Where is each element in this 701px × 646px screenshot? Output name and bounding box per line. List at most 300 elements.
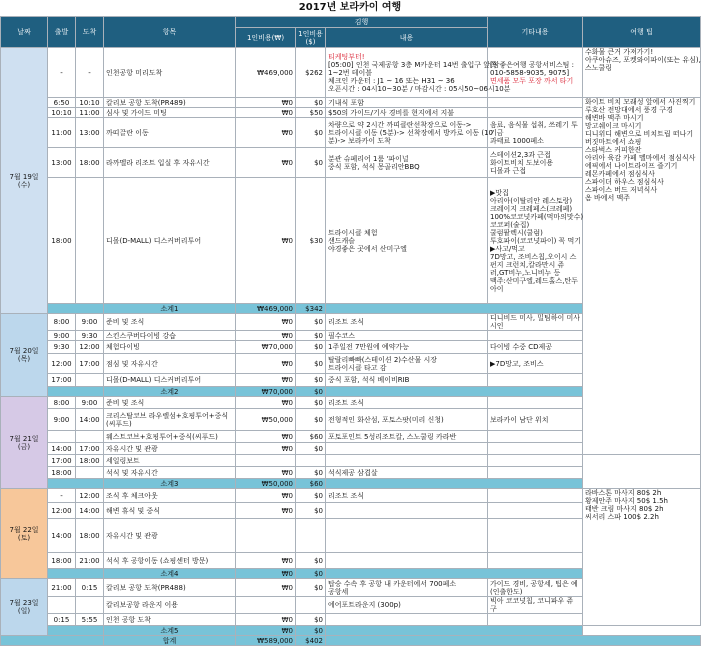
text-line: 씨서리 스파 100$ 2.2h	[585, 513, 659, 521]
cost-usd: $0	[296, 443, 326, 455]
text-line: 디니위디 해변으로 비치트립 떠나기	[585, 130, 694, 138]
subtotal-fill	[326, 626, 583, 636]
depart-time: -	[48, 489, 76, 503]
schedule-item: 해변 휴식 및 중식	[104, 503, 236, 519]
header-cost-krw: 1인비용(₩)	[236, 28, 296, 48]
cost-usd	[296, 597, 326, 614]
cost-usd: $0	[296, 467, 326, 479]
schedule-item: 자유시간 및 관광	[104, 519, 236, 553]
arrive-time: 14:00	[76, 409, 104, 431]
cost-krw: ₩0	[236, 431, 296, 443]
table-row	[1, 467, 701, 479]
other-cell	[488, 409, 583, 431]
other-cell	[488, 178, 583, 304]
cost-krw: ₩0	[236, 553, 296, 569]
arrive-time: 18:00	[76, 148, 104, 178]
text-line: 분)-> 보라카이 도착	[328, 136, 391, 145]
cost-usd: $0	[296, 118, 326, 148]
text-line: 디몰과 근접	[490, 166, 527, 175]
other-cell	[488, 597, 583, 614]
table-row	[1, 48, 701, 98]
subtotal-label: 소계2	[104, 387, 236, 397]
text-line: 1~2번 테이블	[328, 68, 373, 77]
day-label-2: 7월 20일 (목)	[1, 314, 48, 397]
text-line: 디니비드 미사, 밀팀하이 미사	[490, 314, 581, 322]
text-line: 가이드 경비, 공항세, 팁은 예	[490, 579, 578, 588]
cost-usd: $0	[296, 354, 326, 374]
text-line: 수화물 큰거 가져가기!	[585, 48, 654, 56]
text-line: 레몬카페에서 점심식사	[585, 170, 655, 178]
schedule-item: 라까멜라 리조트 입실 후 자유시간	[104, 148, 236, 178]
cost-usd	[296, 519, 326, 553]
text-line: 에픽에서 나이트라이프 즐기기	[585, 162, 678, 170]
subtotal-krw: ₩469,000	[236, 304, 296, 314]
tip-t4	[583, 489, 701, 626]
schedule-item: 디몰(D-MALL) 디스커버리투어	[104, 178, 236, 304]
cost-krw: ₩469,000	[236, 48, 296, 98]
subtotal-krw: ₩70,000	[236, 387, 296, 397]
text-line: 010-5858-9035, 9075]	[490, 68, 570, 77]
cost-usd: $0	[296, 614, 326, 626]
header-tip: 여행 팁	[583, 17, 701, 48]
text-line: $50의 가이드/기사 경비를 현지에서 지불	[328, 108, 455, 117]
subtotal-label: 소계3	[104, 479, 236, 489]
content-cell	[326, 48, 511, 98]
text-line: 빅아 코코넛칩, 코니파우 쥬	[490, 597, 574, 605]
schedule-item: 크리스탈코브 라우렐섬+호핑투어+중식(씨푸드)	[104, 409, 236, 431]
text-line: 스타벅스 커피한잔	[585, 146, 642, 154]
tip-t2	[583, 98, 701, 455]
arrive-time	[76, 431, 104, 443]
cost-usd: $60	[296, 431, 326, 443]
text-line: 차량으로 약 2시간 까띠클란선착장으로 이동->	[328, 120, 472, 129]
subtotal-krw: ₩0	[236, 569, 296, 579]
text-line: 리조트 조식	[328, 491, 365, 500]
content-cell	[326, 431, 488, 443]
text-line: 버짓마트에서 쇼핑	[585, 138, 642, 146]
cost-krw: ₩0	[236, 503, 296, 519]
content-cell	[326, 98, 488, 108]
other-cell	[488, 614, 583, 626]
cost-krw	[236, 455, 296, 467]
text-line: 크레이지 크레페스(크레페)	[490, 204, 573, 213]
text-line: 아쿠아슈즈, 포켓와이파이(또는 유심),	[585, 56, 701, 64]
other-cell	[488, 489, 583, 503]
text-line: 태반 크림 마사지 80$ 2h	[585, 505, 664, 513]
content-cell	[326, 178, 488, 304]
cost-krw: ₩0	[236, 178, 296, 304]
text-line: 쿨럼팥렉시(쿨럼)	[490, 228, 543, 237]
depart-time: 8:00	[48, 397, 76, 409]
text-line: 과태료 1000페소	[490, 136, 544, 145]
text-line: 황제안주 마사지 50$ 1.5h	[585, 497, 668, 505]
text-line: 기내식 포함	[328, 98, 365, 107]
other-cell	[488, 148, 583, 178]
subtotal-row	[1, 479, 701, 489]
schedule-item: 웨스트코브+호핑투어+중식(씨푸드)	[104, 431, 236, 443]
header-date: 날짜	[1, 17, 48, 48]
cost-usd: $0	[296, 553, 326, 569]
cost-usd: $0	[296, 579, 326, 597]
text-line: 스테이션2,3과 근접	[490, 150, 551, 159]
text-line: 음료, 음식물 섭취, 쓰레기 투	[490, 120, 578, 129]
cost-usd: $0	[296, 397, 326, 409]
text-line: 야경좋은 곳에서 산미구엘	[328, 244, 407, 253]
cost-usd: $0	[296, 314, 326, 331]
cost-krw	[236, 597, 296, 614]
schedule-item: 칼리보공항 라운지 이용	[104, 597, 236, 614]
subtotal-label: 소계5	[104, 626, 236, 636]
content-cell	[326, 503, 488, 519]
table-row	[1, 489, 701, 503]
text-line: 보라카이 남단 위치	[490, 415, 549, 424]
depart-time: 10:10	[48, 108, 76, 118]
cost-krw: ₩0	[236, 314, 296, 331]
text-line: 1주일전 7만원에 예약가능	[328, 343, 409, 351]
depart-time: 0:15	[48, 614, 76, 626]
text-line: 7D망고, 조비스칩,오이시 스	[490, 252, 577, 261]
cost-usd: $0	[296, 489, 326, 503]
arrive-time	[76, 467, 104, 479]
text-line: 러,GT비누,노니비누 등	[490, 268, 561, 277]
text-line: 스파이스 버드 저녁식사	[585, 186, 658, 194]
text-line: ▶7D망고, 조비스	[490, 359, 544, 368]
content-cell	[326, 331, 488, 341]
header-kim: 김행	[236, 17, 488, 28]
subtotal-usd: $342	[296, 304, 326, 314]
cost-usd: $50	[296, 108, 326, 118]
subtotal-usd: $0	[296, 569, 326, 579]
depart-time	[48, 431, 76, 443]
depart-time: 9:00	[48, 331, 76, 341]
text-line: 트라이시클 타고 감	[328, 363, 387, 372]
cost-usd: $30	[296, 178, 326, 304]
cost-krw: ₩0	[236, 443, 296, 455]
other-cell	[488, 519, 583, 553]
depart-time: 13:00	[48, 148, 76, 178]
itinerary-table	[0, 16, 701, 646]
cost-krw: ₩0	[236, 331, 296, 341]
cost-krw: ₩0	[236, 614, 296, 626]
day-label-1: 7월 19일 (수)	[1, 48, 48, 314]
schedule-item: 석식 및 자유시간	[104, 467, 236, 479]
depart-time: 12:00	[48, 503, 76, 519]
cost-usd: $0	[296, 148, 326, 178]
text-line: 루호산 전망대에서 풍경 구경	[585, 106, 673, 114]
cost-usd: $0	[296, 503, 326, 519]
header-content: 내용	[326, 28, 488, 48]
text-line: 스노쿨링	[585, 64, 613, 72]
text-line: 면세품 모두 포장 까서 타기	[490, 76, 574, 85]
arrive-time: 17:00	[76, 354, 104, 374]
subtotal-spacer	[48, 479, 104, 489]
arrive-time	[76, 597, 104, 614]
subtotal-spacer	[48, 569, 104, 579]
other-cell	[488, 331, 583, 341]
depart-time: 17:00	[48, 455, 76, 467]
cost-krw	[236, 519, 296, 553]
cost-usd: $0	[296, 331, 326, 341]
content-cell	[326, 489, 488, 503]
schedule-item: 칼리보 공항 도착(PR489)	[104, 98, 236, 108]
content-cell	[326, 148, 488, 178]
schedule-item: 체험다이빙	[104, 341, 236, 354]
cost-usd: $0	[296, 409, 326, 431]
text-line: 펀지 크런치,칼라만시 쥬	[490, 260, 565, 269]
text-line: 라바스톤 마사지 80$ 2h	[585, 489, 662, 497]
depart-time: 8:00	[48, 314, 76, 331]
subtotal-krw: ₩0	[236, 626, 296, 636]
text-line: 맥주:산미구엘,레드홀스,탄두	[490, 276, 578, 285]
depart-time: 18:00	[48, 553, 76, 569]
cost-krw: ₩0	[236, 579, 296, 597]
depart-time: 17:00	[48, 374, 76, 387]
text-line: 구	[490, 605, 497, 613]
content-cell	[326, 118, 494, 148]
text-line: 에어포트라운지 (300p)	[328, 601, 401, 609]
other-cell	[488, 98, 583, 108]
arrive-time: 0:15	[76, 579, 104, 597]
day-label-5: 7월 23일 (일)	[1, 579, 48, 636]
text-line: 투호파이(코코넛파이) 꼭 먹기	[490, 236, 582, 245]
content-cell	[326, 455, 488, 467]
other-cell	[488, 397, 583, 409]
arrive-time	[76, 178, 104, 304]
cost-krw: ₩0	[236, 467, 296, 479]
other-cell	[488, 314, 583, 331]
schedule-item: 심사 및 가이드 미팅	[104, 108, 236, 118]
text-line: 오픈시간 : 04시10~30분 / 마감시간 : 05시50~06시10분	[328, 84, 511, 93]
schedule-item: 석식 후 공항이동 (쇼핑센터 방문)	[104, 553, 236, 569]
total-fill	[326, 636, 701, 646]
content-cell	[326, 519, 488, 553]
other-cell	[488, 443, 583, 455]
text-line: 다이빙 수중 CD제공	[490, 343, 553, 351]
total-row	[1, 636, 701, 646]
other-cell	[488, 431, 583, 443]
subtotal-usd: $0	[296, 387, 326, 397]
sheet-title: 2017년 보라카이 여행	[0, 0, 700, 17]
text-line: 포토포인트 5성리조트칼, 스노쿨링 카라반	[328, 432, 457, 441]
text-line: [05:00] 인천 국제공항 3층 M카운터 14번 출입구 앞쪽	[328, 60, 497, 69]
text-line: [참좋은여행 공항서비스팀 :	[490, 60, 574, 69]
text-line: 스파이더 하우스 점심식사	[585, 178, 664, 186]
other-cell	[488, 467, 583, 479]
depart-time: 9:00	[48, 409, 76, 431]
content-cell	[326, 553, 488, 569]
subtotal-fill	[326, 387, 583, 397]
text-line: 트라이시클 이동 (5분)-> 선착장에서 방카로 이동 (10	[328, 128, 494, 137]
other-cell	[488, 579, 583, 597]
text-line: (인출한도)	[490, 587, 523, 596]
cost-krw: ₩0	[236, 397, 296, 409]
text-line: 코코퍼(술집)	[490, 220, 530, 229]
cost-usd: $0	[296, 374, 326, 387]
text-line: 필수코스	[328, 331, 356, 340]
content-cell	[326, 579, 488, 597]
text-line: 100%코코넛카페(먹마의맛수)	[490, 212, 584, 221]
text-line: 망고쉐이크 마시기	[585, 122, 642, 130]
subtotal-fill	[326, 479, 583, 489]
text-line: 아이	[490, 284, 504, 293]
other-cell	[488, 374, 583, 387]
arrive-time: 18:00	[76, 519, 104, 553]
arrive-time: 9:30	[76, 331, 104, 341]
arrive-time: 13:00	[76, 118, 104, 148]
depart-time: 12:00	[48, 354, 76, 374]
other-cell	[488, 553, 583, 569]
content-cell	[326, 409, 488, 431]
text-line: 아리아 육감 카페 멜마에서 점심식사	[585, 154, 696, 162]
arrive-time: 10:10	[76, 98, 104, 108]
header-depart: 출발	[48, 17, 76, 48]
other-cell	[488, 341, 583, 354]
other-cell	[488, 118, 583, 148]
depart-time: 9:30	[48, 341, 76, 354]
other-cell	[488, 354, 583, 374]
table-row	[1, 455, 701, 467]
schedule-item: 세일링보트	[104, 455, 236, 467]
cost-krw: ₩0	[236, 118, 296, 148]
arrive-time: 14:00	[76, 503, 104, 519]
text-line: 트라이시클 체험	[328, 228, 378, 237]
subtotal-row	[1, 626, 701, 636]
text-line: 중식 포함, 석식 베이비RIB	[328, 376, 410, 384]
subtotal-spacer	[48, 387, 104, 397]
subtotal-fill	[326, 569, 583, 579]
cost-krw: ₩0	[236, 108, 296, 118]
cost-krw: ₩0	[236, 489, 296, 503]
cost-usd: $0	[296, 341, 326, 354]
cost-krw: ₩70,000	[236, 341, 296, 354]
text-line: 화이트비치 도보이용	[490, 158, 554, 167]
text-line: ▶사고/먹고	[490, 244, 525, 253]
subtotal-label: 소계4	[104, 569, 236, 579]
depart-time: 11:00	[48, 118, 76, 148]
subtotal-spacer	[48, 626, 104, 636]
text-line: 석식제공 삼겹살	[328, 468, 378, 477]
arrive-time: -	[76, 48, 104, 98]
other-cell	[488, 455, 583, 467]
text-line: 리조트 조식	[328, 398, 365, 407]
content-cell	[326, 397, 488, 409]
text-line: 옴 바에서 맥주	[585, 194, 631, 202]
subtotal-label: 소계1	[104, 304, 236, 314]
other-cell	[488, 108, 583, 118]
text-line: 전형적인 화산섬, 포토스팟(미리 신청)	[328, 415, 444, 424]
day-label-3: 7월 21일 (금)	[1, 397, 48, 489]
text-line: 리조트 조식	[328, 318, 365, 326]
content-cell	[326, 108, 488, 118]
schedule-item: 자유시간 및 관광	[104, 443, 236, 455]
arrive-time: 12:00	[76, 341, 104, 354]
content-cell	[326, 467, 488, 479]
day-label-4: 7월 22일 (토)	[1, 489, 48, 579]
cost-krw: ₩0	[236, 374, 296, 387]
content-cell	[326, 374, 488, 387]
arrive-time: 9:00	[76, 397, 104, 409]
text-line: 샌드캐슬	[328, 236, 356, 245]
depart-time: 14:00	[48, 519, 76, 553]
cost-krw: ₩50,000	[236, 409, 296, 431]
depart-time: -	[48, 48, 76, 98]
text-line: 중식 포함, 석식 몽골리안BBQ	[328, 162, 420, 171]
arrive-time: 18:00	[76, 455, 104, 467]
subtotal-krw: ₩50,000	[236, 479, 296, 489]
total-label: 합계	[104, 636, 236, 646]
header-arrive: 도착	[76, 17, 104, 48]
content-cell	[326, 341, 488, 354]
subtotal-usd: $0	[296, 626, 326, 636]
text-line: 해변바 맥주 마시기	[585, 114, 644, 122]
arrive-time: 12:00	[76, 489, 104, 503]
depart-time: 14:00	[48, 443, 76, 455]
subtotal-spacer	[48, 304, 104, 314]
subtotal-usd: $60	[296, 479, 326, 489]
cost-usd	[296, 455, 326, 467]
schedule-item: 조식 후 체크아웃	[104, 489, 236, 503]
arrive-time: 17:00	[76, 443, 104, 455]
text-line: 티케팅부터!	[328, 52, 365, 61]
text-line: 탑승 수속 후 공항 내 카운터에서 700페소	[328, 579, 457, 588]
text-line: 탈랄리빠빠(스테이션 2)수산물 시장	[328, 355, 438, 364]
text-line: 체크인 카운터 : J1 ~ 16 또는 H31 ~ 36	[328, 76, 455, 85]
text-line: 화이트 비치 모래성 앞에서 사진찍기	[585, 98, 696, 106]
schedule-item: 디몰(D-MALL) 디스커버리투어	[104, 374, 236, 387]
arrive-time	[76, 374, 104, 387]
header-other: 기타내용	[488, 17, 583, 48]
depart-time: 18:00	[48, 467, 76, 479]
content-cell	[326, 614, 488, 626]
schedule-item: 점심 및 자유시간	[104, 354, 236, 374]
schedule-item: 준비 및 조식	[104, 314, 236, 331]
content-cell	[326, 314, 488, 331]
other-cell	[488, 503, 583, 519]
header-cost-usd: 1인비용 ($)	[296, 28, 326, 48]
text-line: ▶맛집	[490, 188, 509, 197]
content-cell	[326, 597, 488, 614]
table-row	[1, 98, 701, 108]
arrive-time: 21:00	[76, 553, 104, 569]
arrive-time: 5:55	[76, 614, 104, 626]
schedule-item: 인천공항 미리도착	[104, 48, 236, 98]
schedule-item: 칼리보 공항 도착(PR488)	[104, 579, 236, 597]
text-line: 분관 슈페리어 1룸 '파이널	[328, 154, 409, 163]
tip-t1	[583, 48, 701, 98]
text-line: 아리아(이탈리안 레스토랑)	[490, 196, 573, 205]
total-usd: $402	[296, 636, 326, 646]
text-line: 공항세	[328, 587, 349, 596]
arrive-time: 9:00	[76, 314, 104, 331]
cost-krw: ₩0	[236, 98, 296, 108]
header-row-1	[1, 17, 701, 28]
depart-time: 6:50	[48, 98, 76, 108]
cost-krw: ₩0	[236, 148, 296, 178]
total-spacer	[1, 636, 104, 646]
depart-time: 18:00	[48, 178, 76, 304]
schedule-item: 까띠끌란 이동	[104, 118, 236, 148]
content-cell	[326, 354, 488, 374]
schedule-item: 스킨스쿠버다이빙 강습	[104, 331, 236, 341]
schedule-item: 준비 및 조식	[104, 397, 236, 409]
depart-time	[48, 597, 76, 614]
content-cell	[326, 443, 488, 455]
cost-krw: ₩0	[236, 354, 296, 374]
schedule-item: 인천 공항 도착	[104, 614, 236, 626]
total-krw: ₩589,000	[236, 636, 296, 646]
cost-usd: $262	[296, 48, 326, 98]
arrive-time: 11:00	[76, 108, 104, 118]
